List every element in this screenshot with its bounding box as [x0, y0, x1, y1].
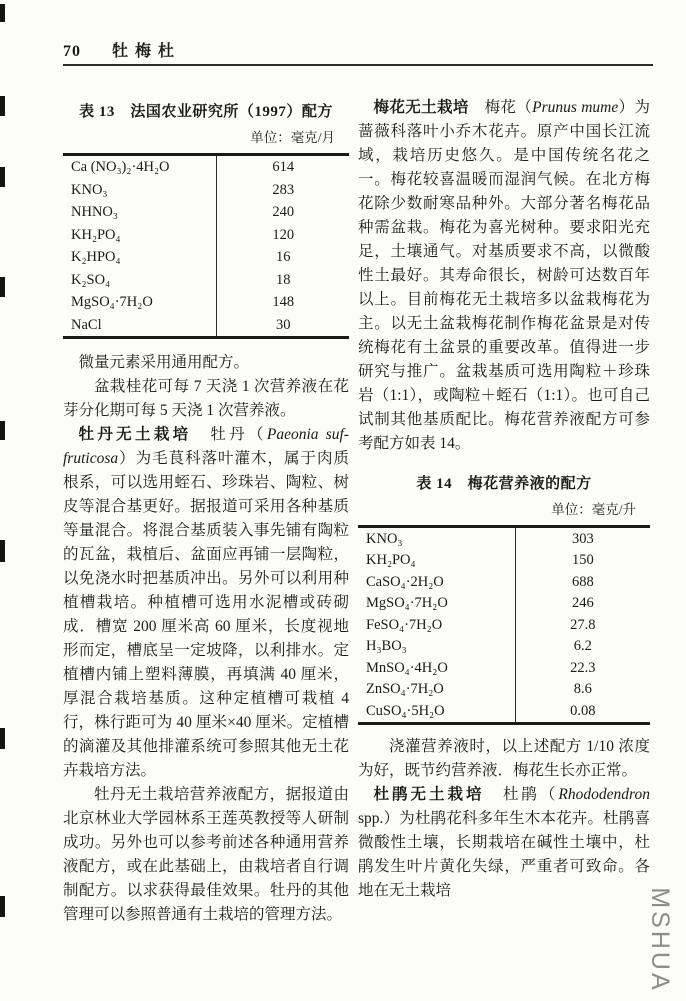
compound-cell: KH₂PO₄ — [358, 550, 516, 572]
scan-artifact — [0, 4, 5, 22]
scan-artifact — [0, 896, 5, 917]
value-cell: 120 — [272, 226, 295, 243]
scan-artifact — [0, 167, 5, 187]
compound-cell: K₂SO₄ — [63, 269, 217, 292]
value-cell: 148 — [272, 294, 295, 311]
value-cell: 6.2 — [573, 638, 592, 655]
value-cell: 27.8 — [570, 616, 596, 633]
paragraph-text: 杜鹃（ — [484, 785, 559, 803]
section-heading: 梅花无土栽培 — [373, 99, 469, 116]
table-row — [358, 550, 650, 572]
value-cell: 150 — [571, 552, 594, 569]
latin-name: Prunus mume — [532, 99, 619, 116]
table-row — [358, 657, 650, 679]
table-row — [63, 246, 349, 269]
section-heading: 牡丹无土栽培 — [78, 426, 192, 443]
value-cell: 30 — [275, 316, 291, 333]
compound-cell: MgSO₄·7H₂O — [63, 291, 217, 314]
compound-cell: FeSO₄·7H₂O — [358, 614, 516, 636]
paragraph: 牡丹无土栽培营养液配方，据报道由北京林业大学园林系王莲英教授等人研制成功。另外也可以参考前述各种通用营养液配方，或在此基础上，由栽培者自行调制配方。以求获得最佳效果。牡丹的其他管理可以参照普通有土栽培的管理方法。 — [63, 786, 349, 923]
compound-cell: MgSO₄·7H₂O — [358, 593, 516, 615]
latin-name: Rhododendron — [558, 785, 650, 803]
paragraph-text: ）为杜鹃花科多年生木本花卉。杜鹃喜微酸性土壤，长期栽培在碱性土壤中，杜鹃发生叶片黄化失绿，严重者可致命。各地在无土栽培 — [358, 809, 650, 899]
table14 — [358, 525, 650, 725]
table-row — [63, 291, 349, 314]
right-column — [358, 80, 650, 903]
table-row — [358, 679, 650, 701]
compound-cell: CaSO₄·2H₂O — [358, 571, 516, 593]
value-cell: 303 — [571, 530, 594, 547]
table14-caption: 表 14 梅花营养液的配方 — [416, 476, 592, 492]
value-cell: 283 — [272, 181, 295, 198]
scan-artifact — [0, 96, 5, 116]
value-cell: 0.08 — [570, 702, 596, 719]
latin-name: Paeonia suf-fruticosa — [63, 426, 349, 467]
section-heading: 杜鹃无土栽培 — [373, 785, 485, 803]
value-cell: 16 — [275, 249, 291, 266]
table-row — [63, 156, 349, 179]
table13-unit: 单位：毫克/月 — [250, 130, 335, 145]
compound-cell: ZnSO₄·7H₂O — [358, 679, 516, 701]
paragraph — [63, 423, 349, 783]
compound-cell: K₂HPO₄ — [63, 246, 217, 269]
value-cell: 18 — [275, 271, 291, 288]
value-cell: 22.3 — [570, 659, 596, 676]
compound-cell: H₃BO₃ — [358, 636, 516, 658]
paragraph — [358, 96, 650, 456]
page-header — [63, 38, 653, 61]
compound-cell: KNO₃ — [63, 179, 217, 202]
compound-cell: CuSO₄·5H₂O — [358, 700, 516, 722]
compound-cell: MnSO₄·4H₂O — [358, 657, 516, 679]
compound-cell: KNO₃ — [358, 528, 516, 550]
table-row — [358, 700, 650, 722]
watermark: MSHUA — [646, 887, 674, 993]
table-row — [358, 593, 650, 615]
paragraph-text: 牡丹（ — [191, 426, 267, 443]
table13-caption: 表 13 法国农业研究所（1997）配方 — [79, 104, 333, 120]
scan-artifact — [0, 277, 5, 297]
value-cell: 8.6 — [573, 681, 592, 698]
compound-cell: NHNO₃ — [63, 201, 217, 224]
compound-cell: KH₂PO₄ — [63, 224, 217, 247]
compound-cell: NaCl — [63, 314, 217, 337]
table-row — [63, 179, 349, 202]
paragraph: 浇灌营养液时，以上述配方 1/10 浓度为好，既节约营养液．梅花生长亦正常。 — [358, 737, 650, 779]
value-cell: 614 — [272, 159, 295, 176]
paragraph-text: spp. — [358, 809, 384, 827]
table13 — [63, 153, 349, 339]
value-cell: 688 — [571, 573, 594, 590]
table-row — [358, 614, 650, 636]
left-column — [63, 80, 349, 927]
value-cell: 240 — [272, 204, 295, 221]
table14-unit: 单位：毫克/升 — [551, 502, 636, 517]
scan-artifact — [0, 728, 5, 749]
scan-artifact — [0, 421, 5, 440]
page-number: 70 — [63, 43, 81, 60]
scan-artifact — [0, 540, 5, 562]
table-row — [358, 528, 650, 550]
paragraph-text: ）为毛茛科落叶灌木，属于肉质根系，可以选用蛭石、珍珠岩、陶粒、树皮等混合基更好。据报道可采用各种基质等量混合。将混合基质装入事先铺有陶粒的瓦盆，栽植后、盆面应再铺一层陶粒，以免浇水时把基质冲出。另外可以利用种植槽栽培。种植槽可选用水泥槽或砖砌成．槽宽 200 厘米高 60 厘米，长度视地形而定，槽底呈一定坡降，以利排水。定植槽内铺上塑料薄膜，再填满 40 厘米，厚混合栽培基质。这种定植槽可栽植 4 行，株行距可为 40 厘米×40 厘米。定植槽的滴灌及其他排灌系统可参照其他无土花卉栽培方法。 — [63, 450, 349, 779]
header-rule — [63, 64, 653, 66]
paragraph: 盆栽桂花可每 7 天浇 1 次营养液在花芽分化期可每 5 天浇 1 次营养液。 — [63, 378, 349, 419]
paragraph: 微量元素采用通用配方。 — [78, 354, 250, 371]
table-row — [358, 636, 650, 658]
running-title: 牡梅杜 — [112, 43, 182, 60]
table-row — [63, 269, 349, 292]
table-row — [63, 224, 349, 247]
paragraph — [358, 783, 650, 903]
table-row — [63, 201, 349, 224]
compound-cell: Ca (NO₃)₂·4H₂O — [63, 156, 217, 179]
table-row — [63, 314, 349, 337]
table-row — [358, 571, 650, 593]
paragraph-text: ）为蔷薇科落叶小乔木花卉。原产中国长江流域，栽培历史悠久。是中国传统名花之一。梅花较喜温暖而湿润气候。在北方梅花除少数耐寒品种外。大部分著名梅花品种需盆栽。梅花为喜光树种。要求阳光充足，土壤通气。对基质要求不高，以微酸性土最好。其寿命很长，树龄可达数百年以上。目前梅花无土栽培多以盆栽梅花为主。以无土盆栽梅花制作梅花盆景是对传统梅花有土盆景的重要改革。值得进一步研究与推广。盆栽基质可选用陶粒＋珍珠岩（1:1），或陶粒＋蛭石（1:1）。也可自己试制其他基质配比。梅花营养液配方可参考配方如表 14。 — [358, 99, 650, 452]
value-cell: 246 — [571, 595, 594, 612]
paragraph-text: 梅花（ — [468, 99, 533, 116]
